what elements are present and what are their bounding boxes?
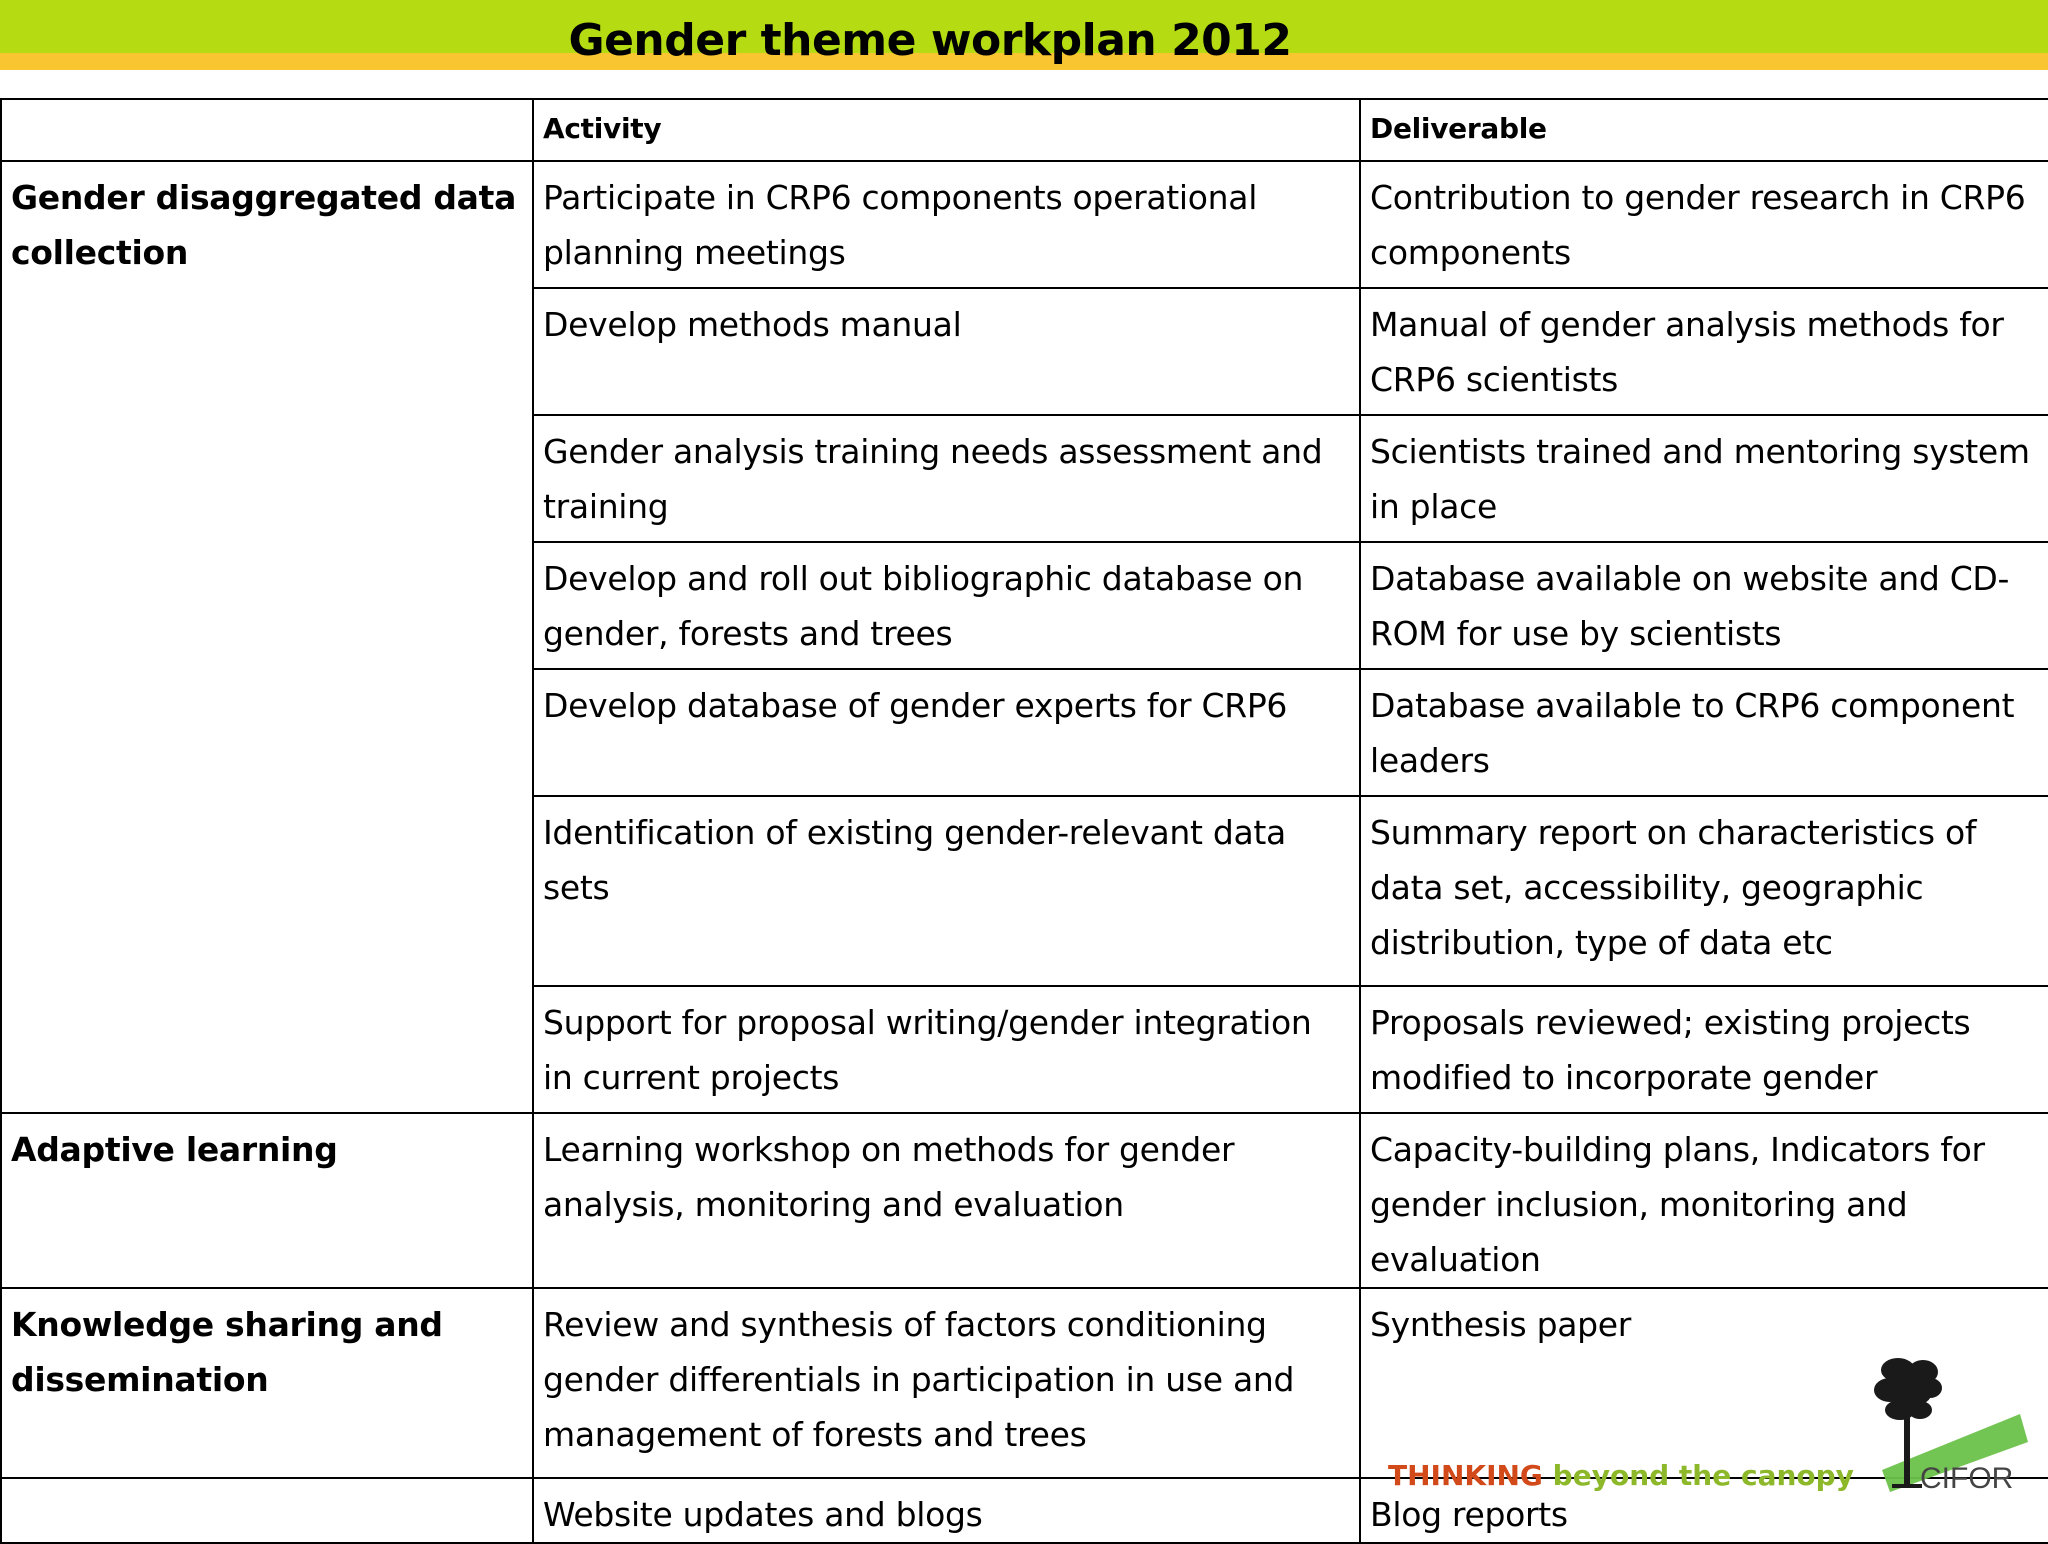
deliverable-cell: Synthesis paper: [1360, 1288, 2048, 1478]
deliverable-cell: Manual of gender analysis methods for CRP6 scientists: [1360, 288, 2048, 415]
tagline-rest: beyond the canopy: [1542, 1459, 1854, 1492]
table-row: [1, 161, 2048, 288]
activity-cell: Develop methods manual: [533, 288, 1360, 415]
deliverable-cell: Scientists trained and mentoring system in place: [1360, 415, 2048, 542]
theme-cell: [1, 1478, 533, 1543]
workplan-table: [0, 98, 2048, 1544]
cifor-logo: [1868, 1352, 2030, 1492]
page-title: Gender theme workplan 2012: [568, 15, 1292, 66]
activity-cell: Identification of existing gender-relevant data sets: [533, 796, 1360, 986]
deliverable-cell: Contribution to gender research in CRP6 components: [1360, 161, 2048, 288]
deliverable-cell: Proposals reviewed; existing projects modified to incorporate gender: [1360, 986, 2048, 1113]
table-row: [1, 1113, 2048, 1288]
theme-cell: Knowledge sharing and dissemination: [1, 1288, 533, 1478]
table-row: [1, 1288, 2048, 1478]
table-header-row: [1, 99, 2048, 161]
column-header-theme: [1, 99, 533, 161]
deliverable-cell: Capacity-building plans, Indicators for gender inclusion, monitoring and evaluation: [1360, 1113, 2048, 1288]
deliverable-cell: Database available to CRP6 component leaders: [1360, 669, 2048, 796]
column-header-deliverable: Deliverable: [1360, 99, 2048, 161]
deliverable-cell: Blog reports: [1360, 1478, 2048, 1543]
activity-cell: Gender analysis training needs assessment and training: [533, 415, 1360, 542]
activity-cell: Develop database of gender experts for CRP6: [533, 669, 1360, 796]
activity-cell: Review and synthesis of factors conditioning gender differentials in participation in use and management of forests and trees: [533, 1288, 1360, 1478]
tagline: [1388, 1461, 1854, 1491]
activity-cell: Participate in CRP6 components operational planning meetings: [533, 161, 1360, 288]
deliverable-cell: Database available on website and CD- ROM for use by scientists: [1360, 542, 2048, 669]
column-header-activity: Activity: [533, 99, 1360, 161]
activity-cell: Learning workshop on methods for gender analysis, monitoring and evaluation: [533, 1113, 1360, 1288]
theme-cell: Gender disaggregated data collection: [1, 161, 533, 1113]
theme-cell: Adaptive learning: [1, 1113, 533, 1288]
tagline-thinking: THINKING: [1388, 1459, 1543, 1492]
activity-cell: Develop and roll out bibliographic database on gender, forests and trees: [533, 542, 1360, 669]
activity-cell: Support for proposal writing/gender integration in current projects: [533, 986, 1360, 1113]
activity-cell: Website updates and blogs: [533, 1478, 1360, 1543]
deliverable-cell: Summary report on characteristics of data set, accessibility, geographic distribution, type of data etc: [1360, 796, 2048, 986]
logo-wordmark: CIFOR: [1920, 1462, 2014, 1492]
